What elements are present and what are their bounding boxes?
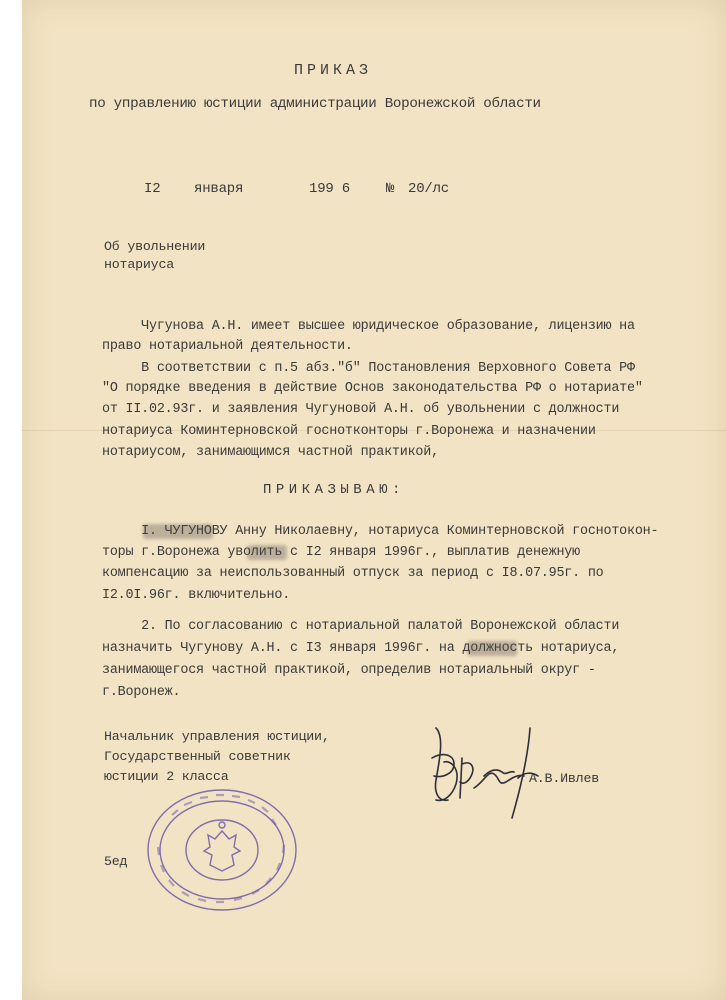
item-line: торы г.Воронежа уволить с I2 января 1996г., выплатив денежную xyxy=(102,545,580,560)
subject-line: нотариуса xyxy=(104,257,175,272)
document-subtitle: по управлению юстиции администрации Воронежской области xyxy=(89,96,541,112)
ink-smudge xyxy=(143,524,213,539)
item-line: 2. По согласованию с нотариальной палатой Воронежской области xyxy=(102,619,620,634)
date-day: I2 xyxy=(144,181,161,197)
subject-line: Об увольнении xyxy=(104,239,206,254)
official-stamp xyxy=(142,785,302,915)
body-line: от II.02.93г. и заявления Чугуновой А.Н. об увольнении с должности xyxy=(102,402,620,417)
item-line: г.Воронеж. xyxy=(102,685,181,700)
ink-smudge xyxy=(467,641,517,656)
double-headed-eagle-icon xyxy=(204,831,240,871)
item-line: назначить Чугунову А.Н. с I3 января 1996г. на должность нотариуса, xyxy=(102,641,620,656)
ink-smudge xyxy=(247,545,287,560)
item-line: компенсацию за неиспользованный отпуск за период с I8.07.95г. по xyxy=(102,566,604,581)
body-line: "О порядке введения в действие Основ законодательства РФ о нотариате" xyxy=(102,381,643,396)
document-title: ПРИКАЗ xyxy=(294,62,373,79)
date-month: января xyxy=(194,181,244,197)
copies-count: 5ед xyxy=(104,854,128,869)
signatory-line: Начальник управления юстиции, xyxy=(104,729,330,744)
body-line: нотариусом, занимающимся частной практикой, xyxy=(102,445,439,460)
order-word: ПРИКАЗЫВАЮ: xyxy=(263,482,405,498)
signatory-line: Государственный советник xyxy=(104,749,291,764)
body-line: право нотариальной деятельности. xyxy=(102,339,353,354)
date-year: 199 6 xyxy=(309,181,351,197)
item-line: I. ЧУГУНОВУ Анну Николаевну, нотариуса Коминтерновской госнотокон- xyxy=(102,524,659,539)
body-line: Чугунова А.Н. имеет высшее юридическое образование, лицензию на xyxy=(102,319,635,334)
body-line: В соответствии с п.5 абз."б" Постановления Верховного Совета РФ xyxy=(102,361,635,376)
number-sign: № xyxy=(386,181,395,197)
item-line: занимающегося частной практикой, определив нотариальный округ - xyxy=(102,663,596,678)
document-page xyxy=(22,0,726,1000)
handwritten-signature xyxy=(414,718,564,828)
signatory-line: юстиции 2 класса xyxy=(104,769,229,784)
body-line: нотариуса Коминтерновской госнотконторы г.Воронежа и назначении xyxy=(102,424,596,439)
order-number: 20/лс xyxy=(408,181,450,197)
signatory-name: А.В.Ивлев xyxy=(529,771,600,786)
item-line: I2.0I.96г. включительно. xyxy=(102,588,291,603)
